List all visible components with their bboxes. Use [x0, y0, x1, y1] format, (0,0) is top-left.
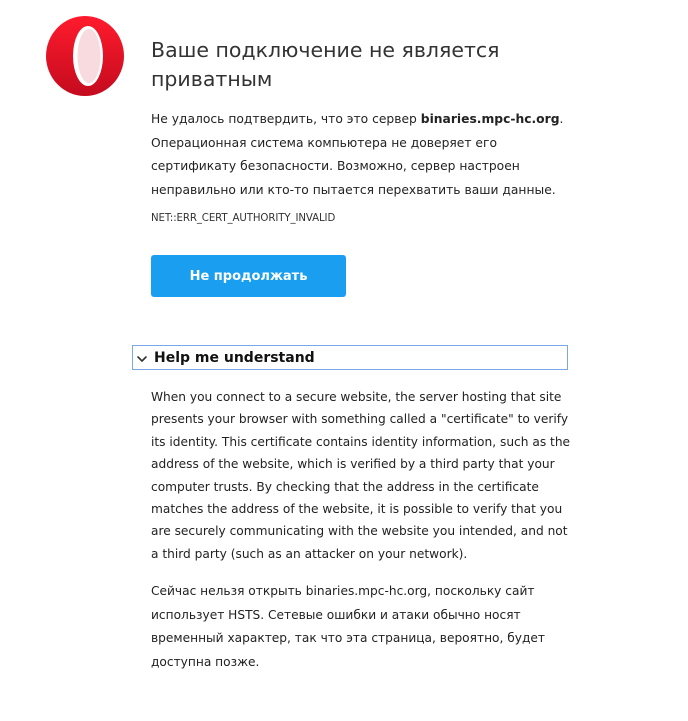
opera-logo-icon — [44, 15, 126, 97]
error-code: NET::ERR_CERT_AUTHORITY_INVALID — [151, 213, 336, 224]
back-to-safety-button[interactable]: Не продолжать — [151, 255, 346, 297]
description-prefix: Не удалось подтвердить, что это сервер — [151, 112, 421, 126]
error-description — [151, 108, 571, 202]
server-host: binaries.mpc-hc.org — [420, 112, 560, 126]
certificate-explanation: When you connect to a secure website, the server hosting that site presents your browser with something called a "certificate" to verify its identity. This certificate contains identity information, such as the address of the website, which is verified by a third party that your computer trusts. By checking that the address in the certificate matches the address of the website, it is possible to verify that you are securely communicating with the website you intended, and not a third party (such as an attacker on your network). — [151, 390, 571, 561]
page-title: Ваше подключение не является приватным — [151, 38, 500, 91]
chevron-down-icon — [135, 351, 149, 365]
help-label: Help me understand — [154, 349, 315, 366]
description-suffix: . Операционная система компьютера не доверяет его сертификату безопасности. Возможно, сервер настроен неправильно или кто-то пытается перехватить ваши данные. — [151, 112, 564, 197]
help-me-understand-toggle[interactable] — [132, 345, 568, 370]
hsts-explanation: Сейчас нельзя открыть binaries.mpc-hc.org, поскольку сайт использует HSTS. Сетевые ошибки и атаки обычно носят временный характер, так что эта страница, вероятно, будет доступна позже. — [151, 584, 545, 669]
